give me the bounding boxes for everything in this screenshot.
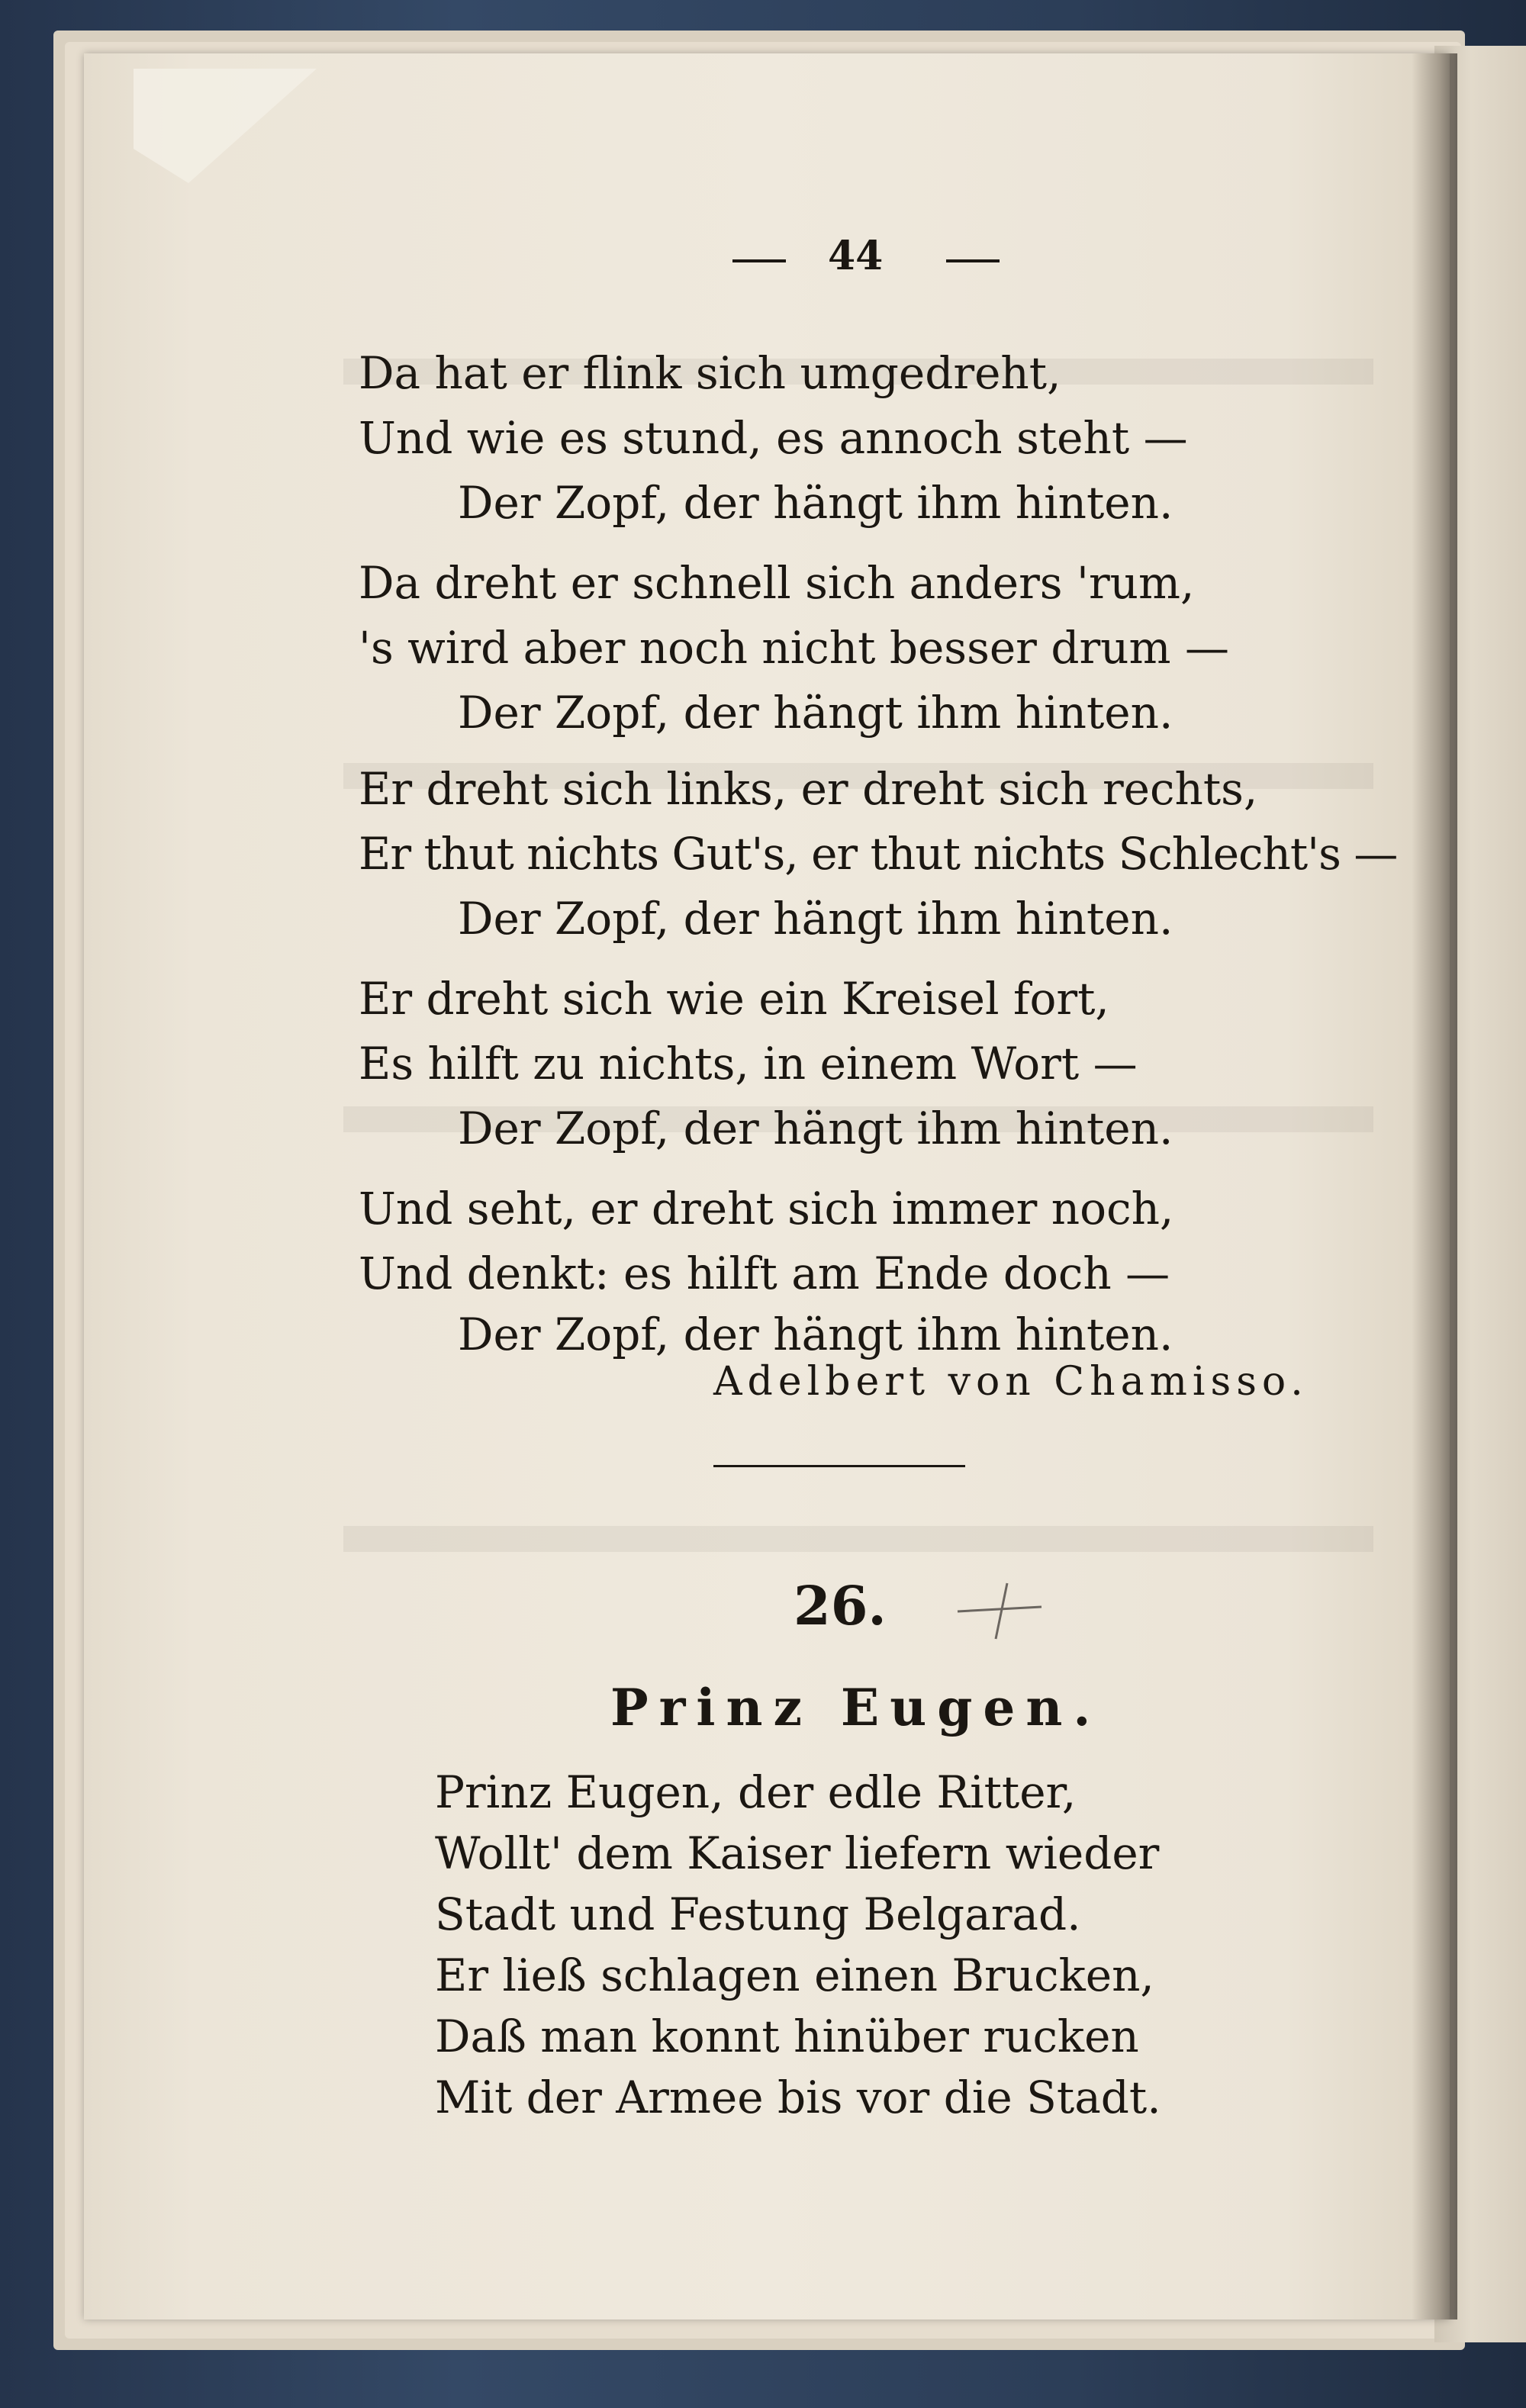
poem-refrain: Der Zopf, der hängt ihm hinten. xyxy=(458,1309,1173,1360)
poem-number: 26. xyxy=(794,1574,887,1637)
poem-line: Es hilft zu nichts, in einem Wort — xyxy=(359,1038,1138,1090)
poem-title: Prinz Eugen. xyxy=(610,1678,1102,1737)
poem-line: Er ließ schlagen einen Brucken, xyxy=(435,1949,1154,2001)
poem-author: Adelbert von Chamisso. xyxy=(713,1359,1309,1405)
pencil-mark xyxy=(954,1579,1045,1640)
page-number-dash-right xyxy=(946,259,1000,262)
poem-line: Er thut nichts Gut's, er thut nichts Schlecht's — xyxy=(359,828,1398,880)
poem-line: Da dreht er schnell sich anders 'rum, xyxy=(359,557,1195,609)
poem-refrain: Der Zopf, der hängt ihm hinten. xyxy=(458,687,1173,739)
poem-line: Wollt' dem Kaiser liefern wieder xyxy=(435,1827,1160,1879)
page-number: 44 xyxy=(828,233,884,279)
poem-line: Und wie es stund, es annoch steht — xyxy=(359,412,1188,464)
poem-refrain: Der Zopf, der hängt ihm hinten. xyxy=(458,477,1173,529)
poem-line: Mit der Armee bis vor die Stadt. xyxy=(435,2072,1161,2123)
poem-line: Da hat er flink sich umgedreht, xyxy=(359,347,1061,399)
section-divider xyxy=(713,1465,965,1467)
poem-line: Er dreht sich links, er dreht sich rechts, xyxy=(359,763,1258,815)
poem-line: Prinz Eugen, der edle Ritter, xyxy=(435,1766,1077,1818)
poem-line: Er dreht sich wie ein Kreisel fort, xyxy=(359,973,1109,1025)
poem-line: Stadt und Festung Belgarad. xyxy=(435,1888,1081,1940)
poem-line: Daß man konnt hinüber rucken xyxy=(435,2010,1139,2062)
poem-line: Und denkt: es hilft am Ende doch — xyxy=(359,1247,1170,1299)
poem-refrain: Der Zopf, der hängt ihm hinten. xyxy=(458,893,1173,945)
page-gutter xyxy=(1412,53,1457,2319)
poem-line: Und seht, er dreht sich immer noch, xyxy=(359,1183,1174,1235)
poem-refrain: Der Zopf, der hängt ihm hinten. xyxy=(458,1103,1173,1154)
poem-line: 's wird aber noch nicht besser drum — xyxy=(359,622,1229,674)
show-through xyxy=(343,1526,1373,1552)
page-number-dash-left xyxy=(732,259,786,262)
